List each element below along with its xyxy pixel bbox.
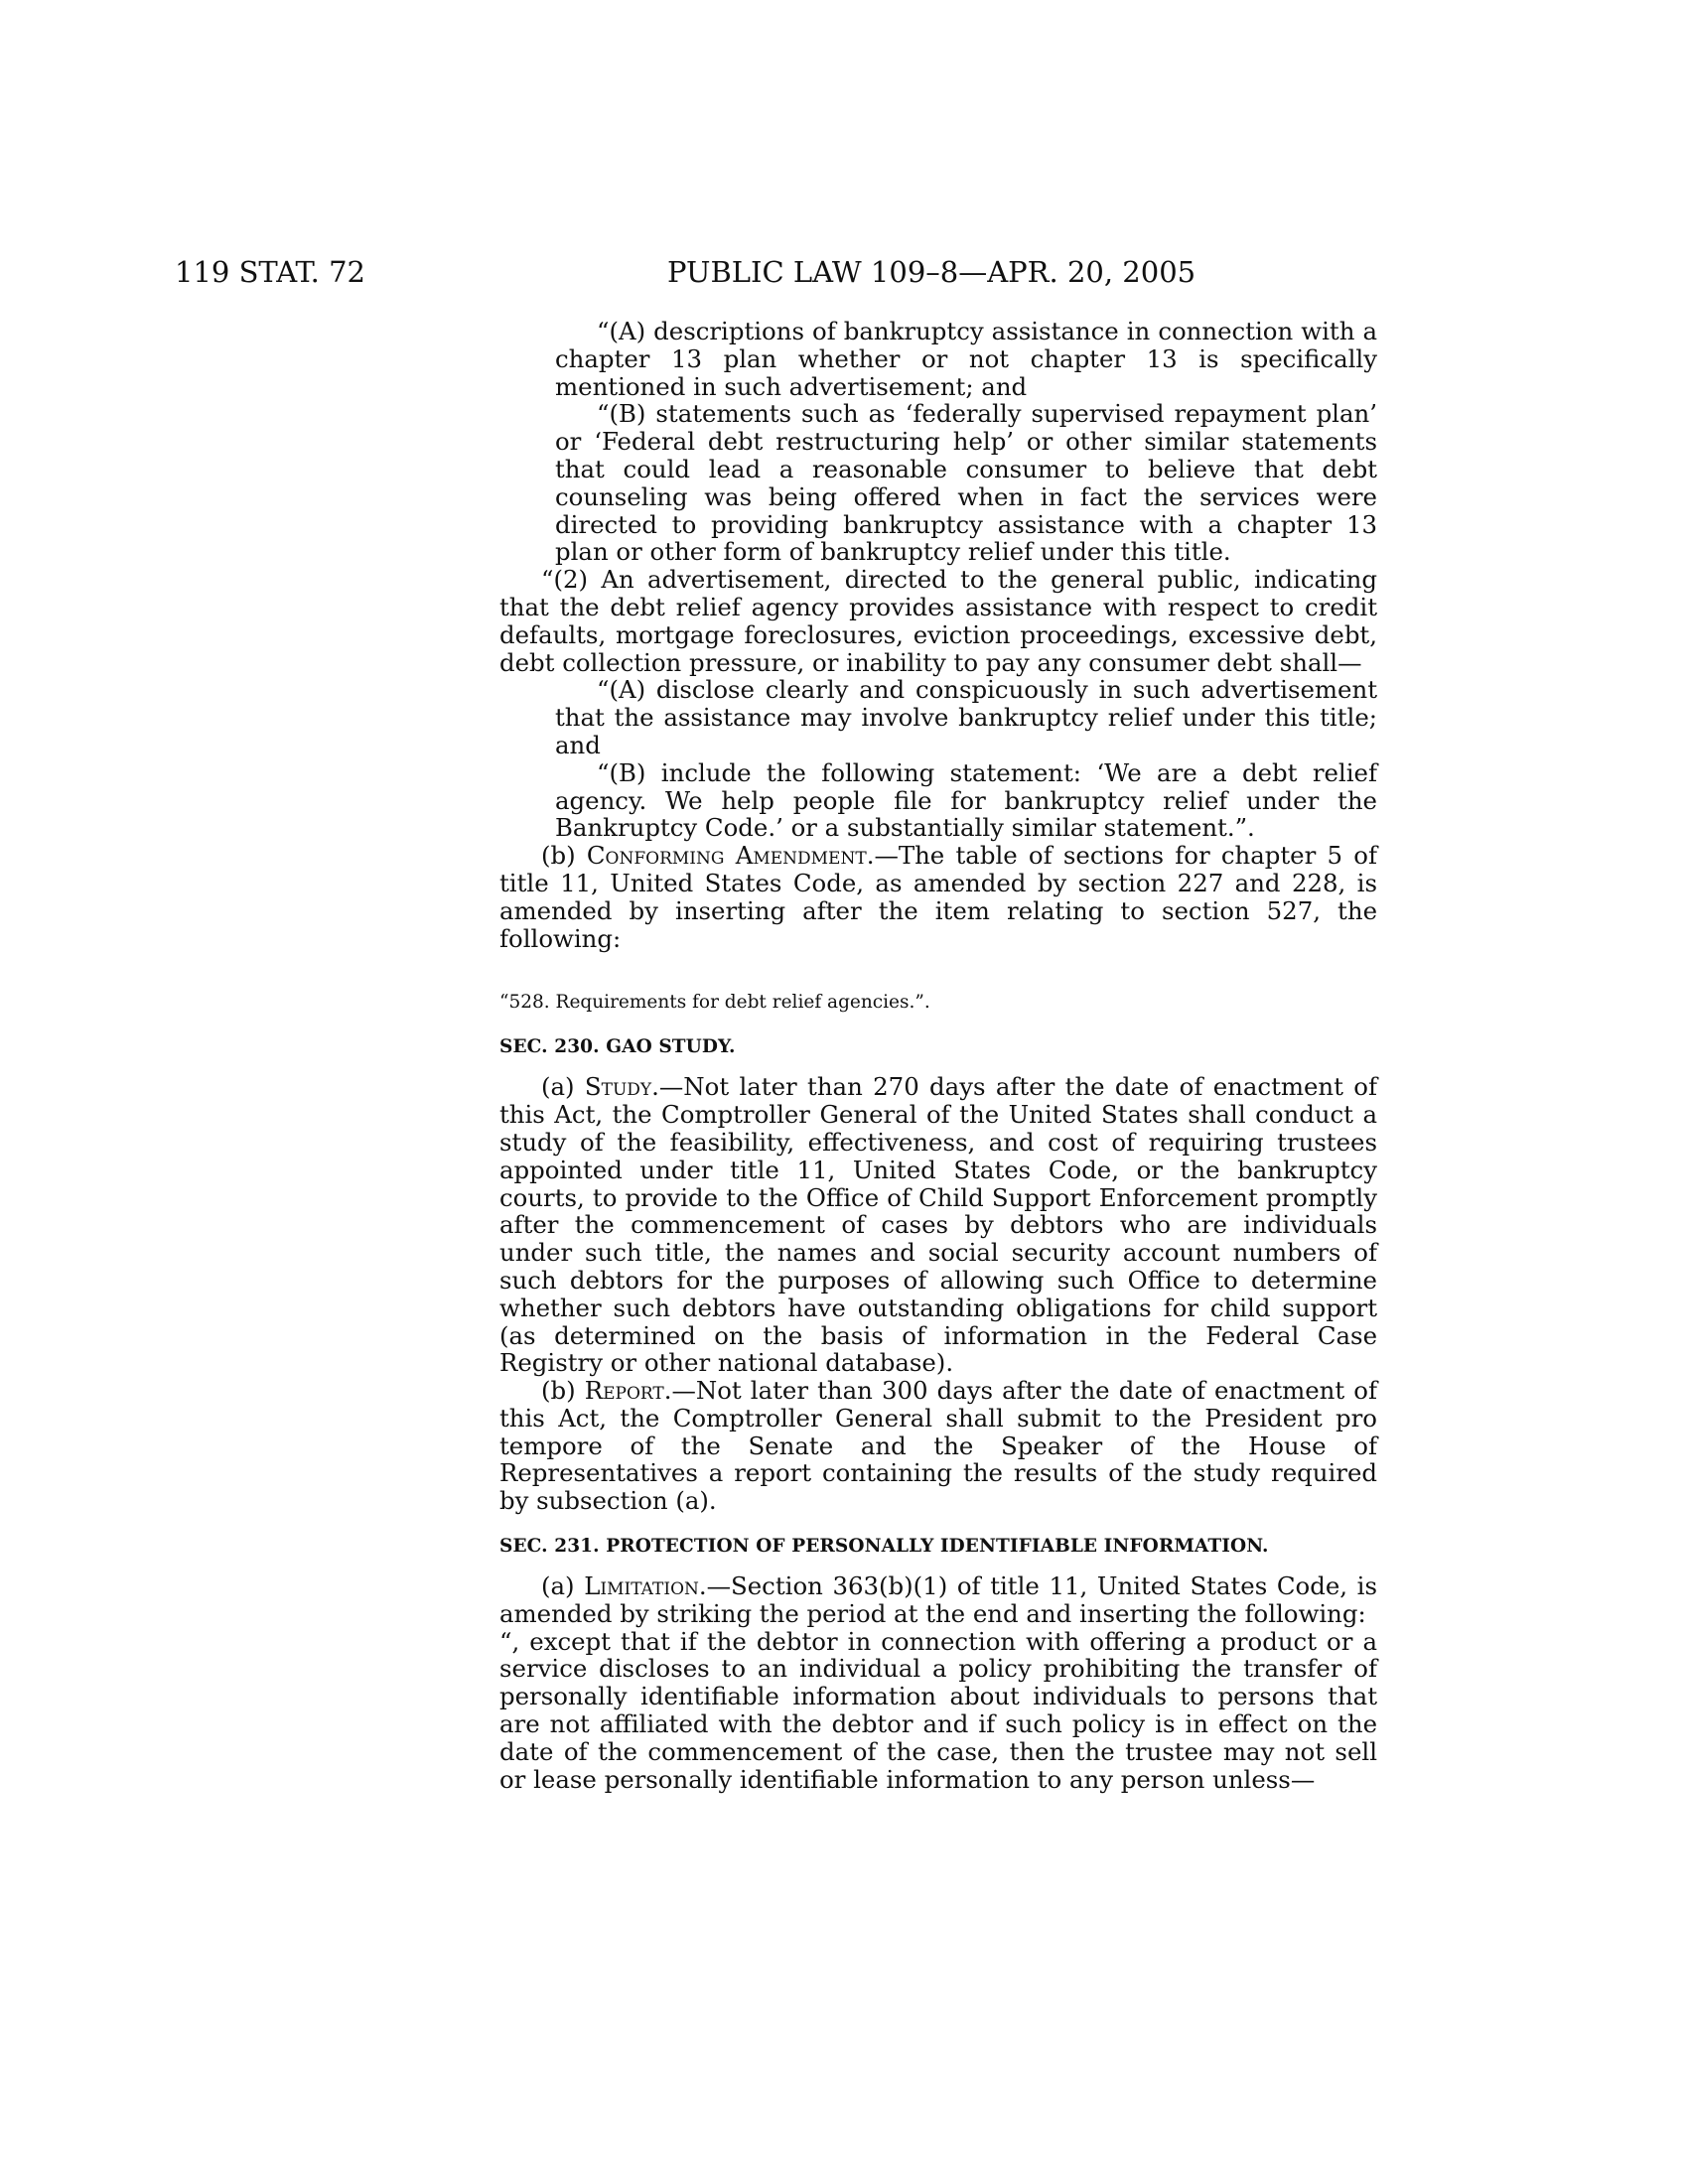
- paragraph-2-B: “(B) include the following statement: ‘We are a debt relief agency. We help people file for bankruptcy relief under the Bankruptcy Code.’ or a substantially similar statement.”.: [555, 757, 1377, 843]
- paragraph-caption: Study: [584, 1072, 652, 1102]
- paragraph-text: .—Not later than 270 days after the date of enactment of this Act, the Comptroller General of the United States shall conduct a study of the feasibility, effectiveness, and cost of requiring trustees appointed under title 11, United States Code, or the bankruptcy courts, to provide to the Office of Child Support Enforcement promptly after the commencement of cases by debtors who are individuals under such title, the names and social security account numbers of such debtors for the purposes of allowing such Office to determine whether such debtors have outstanding obligations for child support (as determined on the basis of information in the Federal Case Registry or other national database).: [499, 1072, 1377, 1378]
- study-paragraph: [499, 1073, 1377, 1377]
- paragraph-label: (a): [541, 1571, 585, 1601]
- section-230-heading: SEC. 230. GAO STUDY.: [499, 1036, 736, 1058]
- paragraph-2: “(2) An advertisement, directed to the general public, indicating that the debt relief agency provides assistance with respect to credit defaults, mortgage foreclosures, eviction proceedings, excessive debt, debt collection pressure, or inability to pay any consumer debt shall—: [499, 565, 1377, 677]
- paragraph-text: .—Not later than 300 days after the date of enactment of this Act, the Comptroller General shall submit to the President pro tempore of the Senate and the Speaker of the House of Representatives a report containing the results of the study required by subsection (a).: [499, 1376, 1377, 1516]
- section-231-heading: SEC. 231. PROTECTION OF PERSONALLY IDENTIFIABLE INFORMATION.: [499, 1536, 1269, 1558]
- limitation-paragraph: [499, 1572, 1377, 1628]
- public-law-title: PUBLIC LAW 109–8—APR. 20, 2005: [667, 255, 1196, 289]
- stat-page-number: 119 STAT. 72: [175, 255, 365, 289]
- paragraph-caption: Limitation: [584, 1571, 699, 1601]
- paragraph-2-A: “(A) disclose clearly and conspicuously in such advertisement that the assistance may involve bankruptcy relief under this title; and: [555, 675, 1377, 759]
- inserted-text-paragraph: “, except that if the debtor in connection with offering a product or a service discloses to an individual a policy prohibiting the transfer of personally identifiable information about individuals to persons that are not affiliated with the debtor and if such policy is in effect on the date of the commencement of the case, then the trustee may not sell or lease personally identifiable information to any person unless—: [499, 1626, 1377, 1794]
- running-header: [0, 250, 1688, 294]
- conforming-amendment-paragraph: [499, 842, 1377, 952]
- paragraph-text: .—Section 363(b)(1) of title 11, United States Code, is amended by striking the period at the end and inserting the following:: [499, 1571, 1377, 1628]
- paragraph-1-A: “(A) descriptions of bankruptcy assistance in connection with a chapter 13 plan whether or not chapter 13 is specifically mentioned in such advertisement; and: [555, 317, 1377, 401]
- paragraph-1-B: “(B) statements such as ‘federally supervised repayment plan’ or ‘Federal debt restructuring help’ or other similar statements that could lead a reasonable consumer to believe that debt counseling was being offered when in fact the services were directed to providing bankruptcy assistance with a chapter 13 plan or other form of bankruptcy relief under this title.: [555, 399, 1377, 567]
- paragraph-label: (b): [541, 1376, 585, 1406]
- report-paragraph: [499, 1377, 1377, 1515]
- paragraph-caption: Report: [584, 1376, 664, 1406]
- paragraph-text: .—The table of sections for chapter 5 of title 11, United States Code, as amended by section 227 and 228, is amended by inserting after the item relating to section 527, the following:: [499, 841, 1377, 953]
- paragraph-label: (a): [541, 1072, 585, 1102]
- table-of-sections-item: “528. Requirements for debt relief agencies.”.: [499, 992, 930, 1014]
- paragraph-label: (b): [541, 841, 587, 871]
- paragraph-caption: Conforming Amendment: [586, 841, 867, 871]
- document-body: [499, 318, 1377, 1793]
